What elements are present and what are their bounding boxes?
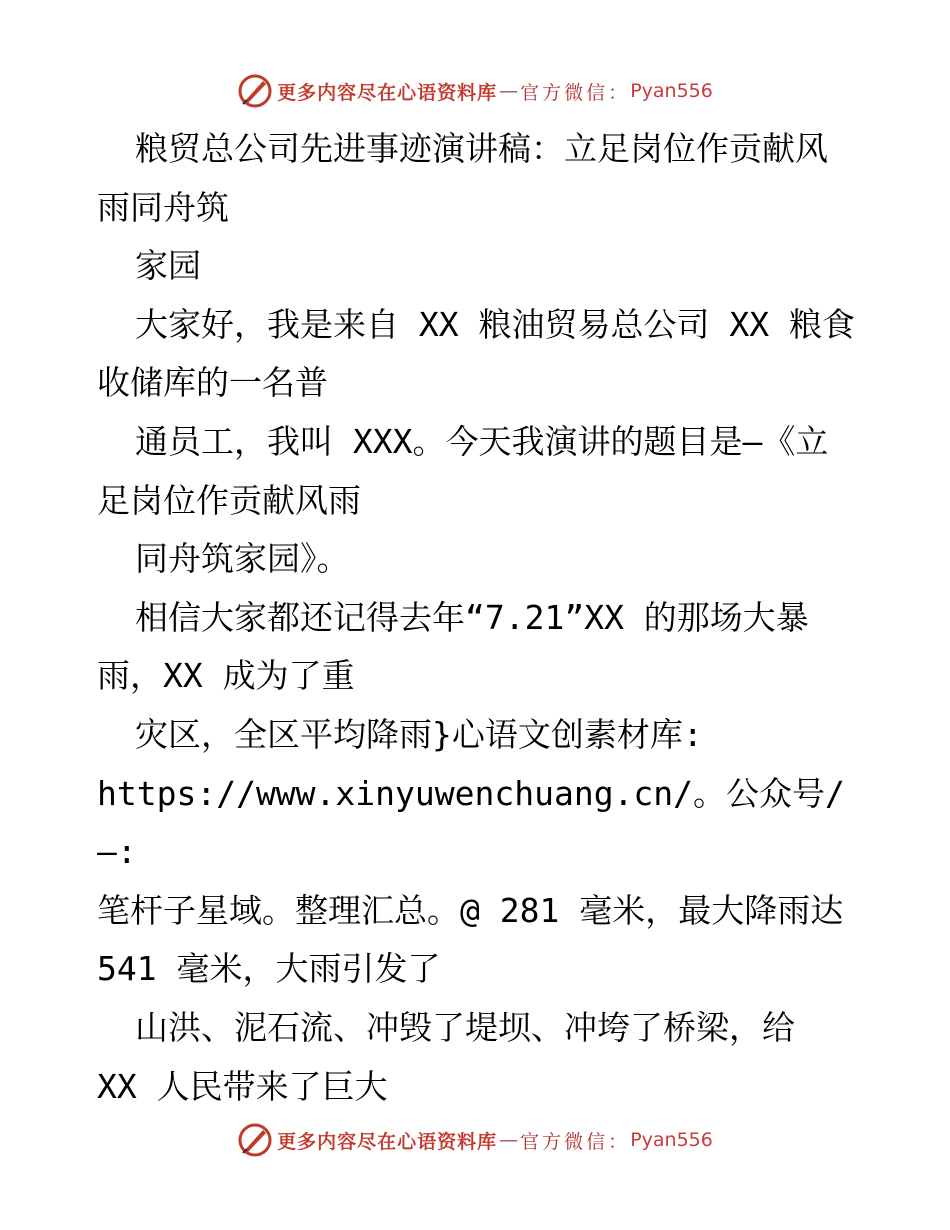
text-line: 541 毫米，大雨引发了: [97, 949, 441, 989]
text-line: 足岗位作贡献风雨: [97, 480, 361, 520]
text-line: 相信大家都还记得去年“7.21”XX 的那场大暴: [135, 597, 809, 637]
banner-wechat-id: Pyan556: [630, 1129, 713, 1151]
text-line: 粮贸总公司先进事迹演讲稿：立足岗位作贡献风: [135, 129, 828, 168]
text-line: 雨同舟筑: [97, 187, 229, 227]
document-body: [97, 120, 857, 1116]
quill-logo-icon: [237, 73, 273, 109]
text-line: 山洪、泥石流、冲毁了堤坝、冲垮了桥梁，给: [135, 1007, 795, 1047]
text-line: https://www.xinyuwenchuang.cn/。公众号/—:: [97, 773, 845, 872]
text-line: 大家好，我是来自 XX 粮油贸易总公司 XX 粮食: [135, 304, 855, 344]
text-line: XX 人民带来了巨大: [97, 1066, 388, 1106]
text-line: 笔杆子星域。整理汇总。@ 281 毫米，最大降雨达: [97, 890, 844, 930]
quill-logo-icon: [237, 1122, 273, 1158]
banner-main-text: 更多内容尽在心语资料库: [277, 81, 498, 104]
banner-main-text: 更多内容尽在心语资料库: [277, 1130, 498, 1153]
text-line: 收储库的一名普: [97, 363, 328, 403]
text-line: 通员工，我叫 XXX。今天我演讲的题目是—《立: [135, 421, 829, 461]
text-line: 雨，XX 成为了重: [97, 656, 355, 696]
text-line: 同舟筑家园》。: [135, 539, 350, 579]
banner-wechat-id: Pyan556: [630, 80, 713, 102]
header-banner: [0, 71, 950, 111]
footer-banner: [0, 1120, 950, 1160]
banner-separator: —: [499, 80, 519, 102]
text-line: 灾区，全区平均降雨}心语文创素材库:: [135, 714, 703, 754]
banner-separator: —: [499, 1129, 519, 1151]
banner-wechat-label: 官方微信：: [520, 1130, 631, 1153]
banner-wechat-label: 官方微信：: [520, 81, 631, 104]
text-line: 家园: [135, 246, 201, 286]
